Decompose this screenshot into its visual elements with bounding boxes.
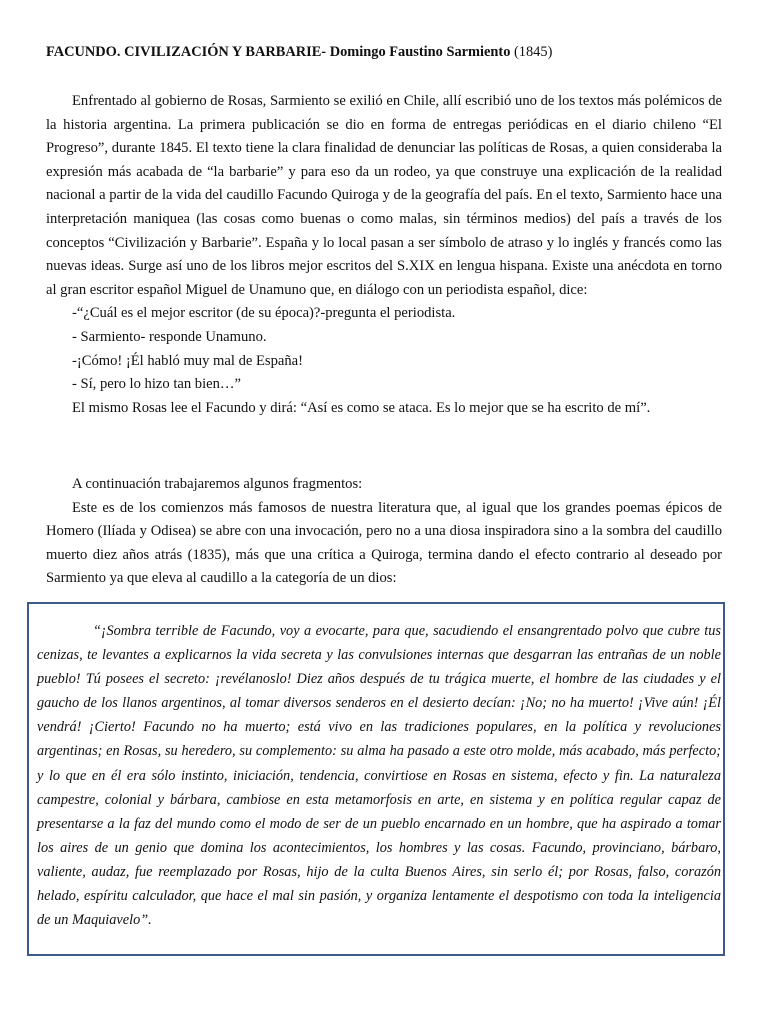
continuation-heading: A continuación trabajaremos algunos fragmentos:	[72, 476, 363, 492]
dialogue-line-2: - Sarmiento- responde Unamuno.	[72, 328, 267, 345]
dialogue-line-4: - Sí, pero lo hizo tan bien…”	[72, 376, 242, 393]
intro-section	[46, 90, 722, 420]
document-title	[46, 42, 552, 62]
quote-box	[27, 602, 725, 956]
facundo-quote: “¡Sombra terrible de Facundo, voy a evocarte, para que, sacudiendo el ensangrentado polvo que cubre tus cenizas, te levantes a explicarnos la vida secreta y las convulsiones internas que desgarran las entrañas de un noble pueblo! Tú posees el secreto: ¡revélanoslo! Diez años después de tu trágica muerte, el hombre de las ciudades y el gaucho de los llanos argentinos, al tomar diversos senderos en el desierto decían: ¡No; no ha muerto! ¡Vive aún! ¡Él vendrá! ¡Cierto! Facundo no ha muerto; está vivo en las tradiciones populares, en la política y revoluciones argentinas; en Rosas, su heredero, su complemento: su alma ha pasado a este otro molde, más acabado, más perfecto; y lo que en él era sólo instinto, iniciación, tendencia, convirtiose en Rosas en sistema, efecto y fin. La naturaleza campestre, colonial y bárbara, cambiose en esta metamorfosis en arte, en sistema y en política regular capaz de presentarse a la faz del mundo como el modo de ser de un pueblo encarnado en un hombre, que ha aspirado a tomar los aires de un genio que domina los acontecimientos, los hombres y las cosas. Facundo, provinciano, bárbaro, valiente, audaz, fue reemplazado por Rosas, hijo de la culta Buenos Aires, sin serlo él; por Rosas, falso, corazón helado, espíritu calculador, que hace el mal sin pasión, y organiza lentamente el despotismo con toda la inteligencia de un Maquiavelo”.	[37, 623, 721, 929]
dialogue-line-1: -“¿Cuál es el mejor escritor (de su época)?-pregunta el periodista.	[72, 305, 456, 322]
continuation-paragraph: Este es de los comienzos más famosos de nuestra literatura que, al igual que los grandes poemas épicos de Homero (Ilíada y Odisea) se abre con una invocación, pero no a una diosa inspiradora sino a la sombra del caudillo muerto diez años atrás (1835), más que una crítica a Quiroga, termina dando el efecto contrario al deseado por Sarmiento ya que eleva al caudillo a la categoría de un dios:	[46, 499, 722, 587]
title-year: (1845)	[510, 44, 553, 60]
title-bold-text: FACUNDO. CIVILIZACIÓN Y BARBARIE- Domingo Faustino Sarmiento	[46, 44, 511, 60]
intro-paragraph: Enfrentado al gobierno de Rosas, Sarmiento se exilió en Chile, allí escribió uno de los textos más polémicos de la historia argentina. La primera publicación se dio en forma de entregas periódicas en el diario chileno “El Progreso”, durante 1845. El texto tiene la clara finalidad de denunciar las políticas de Rosas, a quien consideraba la expresión más acabada de “la barbarie” y para eso da un rodeo, ya que construye una explicación de la realidad nacional a partir de la vida del caudillo Facundo Quiroga y de la geografía del país. En el texto, Sarmiento hace una interpretación maniquea (las cosas como buenas o como malas, sin términos medios) del país a través de los conceptos “Civilización y Barbarie”. España y lo local pasan a ser símbolo de atraso y lo inglés y francés como las nuevas ideas. Surge así uno de los libros mejor escritos del S.XIX en lengua hispana. Existe una anécdota en torno al gran escritor español Miguel de Unamuno que, en diálogo con un periodista español, dice:	[46, 93, 722, 298]
rosas-quote-line: El mismo Rosas lee el Facundo y dirá: “Así es como se ataca. Es lo mejor que se ha escrito de mí”.	[72, 399, 651, 416]
dialogue-line-3: -¡Cómo! ¡Él habló muy mal de España!	[72, 352, 304, 369]
continuation-section	[46, 473, 722, 591]
